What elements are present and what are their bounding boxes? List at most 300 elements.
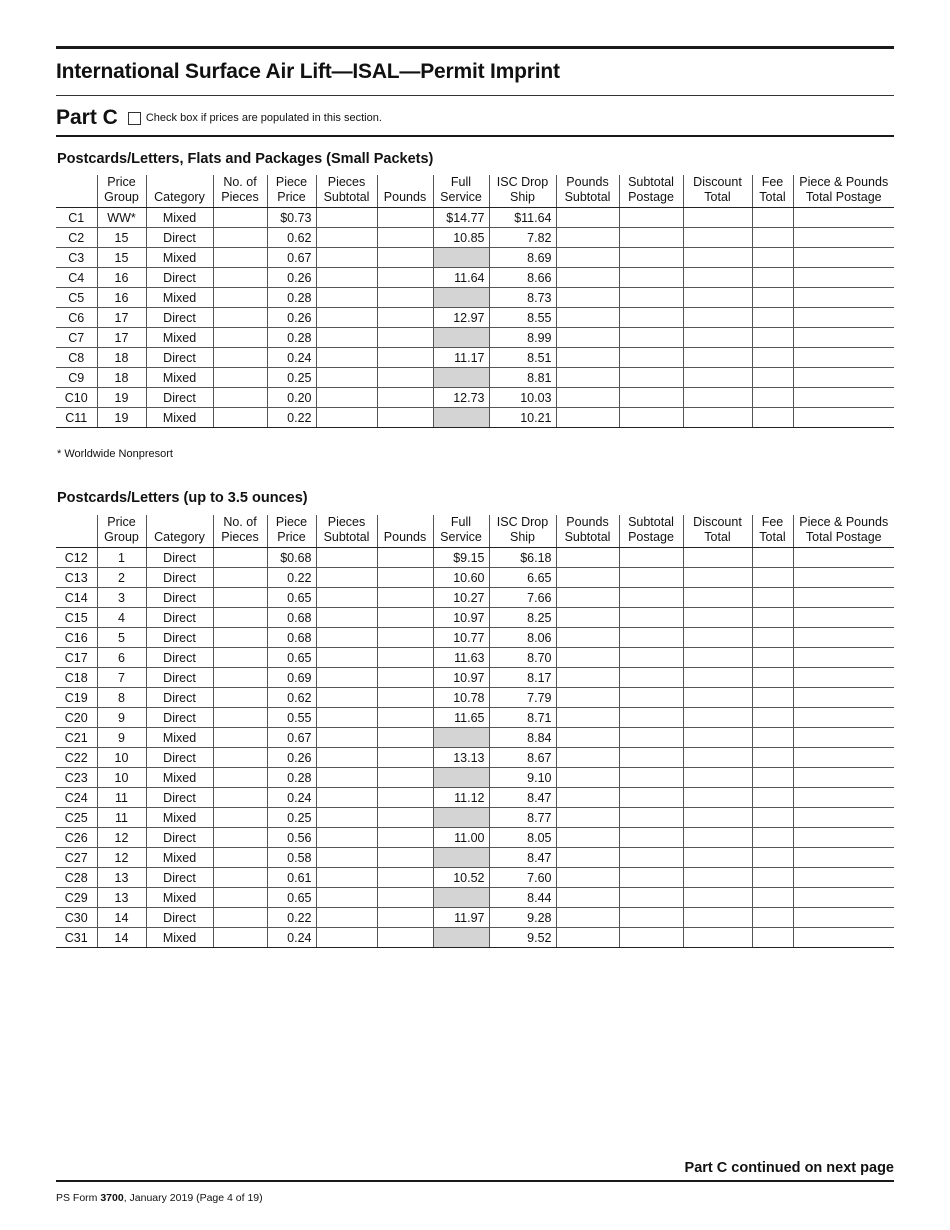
cell-discount-total[interactable] — [683, 308, 752, 328]
cell-subtotal-postage[interactable] — [619, 728, 683, 748]
cell-no-of-pieces[interactable] — [213, 648, 267, 668]
cell-discount-total[interactable] — [683, 348, 752, 368]
cell-pounds-subtotal[interactable] — [556, 748, 619, 768]
cell-discount-total[interactable] — [683, 228, 752, 248]
cell-pieces-subtotal[interactable] — [316, 868, 377, 888]
cell-discount-total[interactable] — [683, 548, 752, 568]
cell-pieces-subtotal[interactable] — [316, 348, 377, 368]
cell-line: C29 — [56, 888, 97, 908]
cell-pounds[interactable] — [377, 548, 433, 568]
cell-no-of-pieces[interactable] — [213, 828, 267, 848]
cell-pounds-subtotal[interactable] — [556, 668, 619, 688]
cell-pounds[interactable] — [377, 628, 433, 648]
cell-line: C21 — [56, 728, 97, 748]
cell-no-of-pieces[interactable] — [213, 388, 267, 408]
cell-pounds[interactable] — [377, 608, 433, 628]
col-header-line: Full — [450, 515, 472, 529]
cell-total-postage[interactable] — [793, 848, 894, 868]
col-header-discount-total — [683, 515, 752, 548]
cell-fee-total[interactable] — [752, 248, 793, 268]
cell-total-postage[interactable] — [793, 588, 894, 608]
cell-pieces-subtotal[interactable] — [316, 268, 377, 288]
table-row — [56, 908, 894, 928]
cell-pieces-subtotal[interactable] — [316, 248, 377, 268]
cell-no-of-pieces[interactable] — [213, 328, 267, 348]
cell-pounds[interactable] — [377, 588, 433, 608]
cell-pounds-subtotal[interactable] — [556, 728, 619, 748]
cell-total-postage[interactable] — [793, 768, 894, 788]
cell-pounds[interactable] — [377, 388, 433, 408]
cell-pieces-subtotal[interactable] — [316, 668, 377, 688]
cell-discount-total[interactable] — [683, 828, 752, 848]
cell-fee-total[interactable] — [752, 928, 793, 948]
cell-piece-price: 0.26 — [267, 308, 316, 328]
cell-pounds[interactable] — [377, 268, 433, 288]
cell-total-postage[interactable] — [793, 348, 894, 368]
cell-pounds-subtotal[interactable] — [556, 868, 619, 888]
cell-pounds-subtotal[interactable] — [556, 228, 619, 248]
cell-piece-price: 0.24 — [267, 788, 316, 808]
cell-fee-total[interactable] — [752, 548, 793, 568]
cell-total-postage[interactable] — [793, 368, 894, 388]
cell-discount-total[interactable] — [683, 588, 752, 608]
cell-pieces-subtotal[interactable] — [316, 828, 377, 848]
small-packets-table — [56, 175, 894, 428]
cell-subtotal-postage[interactable] — [619, 828, 683, 848]
cell-category: Direct — [146, 648, 213, 668]
cell-subtotal-postage[interactable] — [619, 908, 683, 928]
cell-pounds[interactable] — [377, 288, 433, 308]
cell-no-of-pieces[interactable] — [213, 768, 267, 788]
cell-fee-total[interactable] — [752, 908, 793, 928]
cell-pieces-subtotal[interactable] — [316, 748, 377, 768]
cell-subtotal-postage[interactable] — [619, 608, 683, 628]
cell-line: C15 — [56, 608, 97, 628]
cell-total-postage[interactable] — [793, 808, 894, 828]
cell-total-postage[interactable] — [793, 388, 894, 408]
cell-total-postage[interactable] — [793, 268, 894, 288]
cell-pounds-subtotal[interactable] — [556, 708, 619, 728]
cell-isc-drop-ship: 7.82 — [489, 228, 556, 248]
cell-fee-total[interactable] — [752, 868, 793, 888]
cell-price-group: 10 — [97, 748, 146, 768]
cell-discount-total[interactable] — [683, 668, 752, 688]
cell-no-of-pieces[interactable] — [213, 568, 267, 588]
cell-pounds-subtotal[interactable] — [556, 368, 619, 388]
cell-full-service: 11.64 — [433, 268, 489, 288]
cell-piece-price: 0.26 — [267, 268, 316, 288]
table-row — [56, 368, 894, 388]
cell-pieces-subtotal[interactable] — [316, 788, 377, 808]
cell-pieces-subtotal[interactable] — [316, 928, 377, 948]
cell-subtotal-postage[interactable] — [619, 368, 683, 388]
cell-subtotal-postage[interactable] — [619, 388, 683, 408]
cell-line: C25 — [56, 808, 97, 828]
cell-pounds-subtotal[interactable] — [556, 308, 619, 328]
cell-piece-price: 0.55 — [267, 708, 316, 728]
cell-pieces-subtotal[interactable] — [316, 768, 377, 788]
cell-total-postage[interactable] — [793, 748, 894, 768]
cell-subtotal-postage[interactable] — [619, 588, 683, 608]
cell-subtotal-postage[interactable] — [619, 708, 683, 728]
cell-fee-total[interactable] — [752, 888, 793, 908]
cell-subtotal-postage[interactable] — [619, 328, 683, 348]
cell-pounds[interactable] — [377, 748, 433, 768]
cell-subtotal-postage[interactable] — [619, 288, 683, 308]
cell-category: Mixed — [146, 928, 213, 948]
cell-total-postage[interactable] — [793, 208, 894, 228]
cell-discount-total[interactable] — [683, 568, 752, 588]
cell-pounds-subtotal[interactable] — [556, 588, 619, 608]
cell-pieces-subtotal[interactable] — [316, 368, 377, 388]
cell-fee-total[interactable] — [752, 688, 793, 708]
cell-pieces-subtotal[interactable] — [316, 388, 377, 408]
cell-fee-total[interactable] — [752, 648, 793, 668]
cell-piece-price: 0.26 — [267, 748, 316, 768]
cell-category: Direct — [146, 348, 213, 368]
cell-pounds[interactable] — [377, 928, 433, 948]
cell-isc-drop-ship: 8.44 — [489, 888, 556, 908]
cell-pounds-subtotal[interactable] — [556, 548, 619, 568]
cell-discount-total[interactable] — [683, 328, 752, 348]
cell-discount-total[interactable] — [683, 748, 752, 768]
cell-total-postage[interactable] — [793, 908, 894, 928]
cell-pieces-subtotal[interactable] — [316, 708, 377, 728]
table-row — [56, 268, 894, 288]
cell-pounds-subtotal[interactable] — [556, 408, 619, 428]
cell-pounds[interactable] — [377, 788, 433, 808]
table-row — [56, 208, 894, 228]
cell-fee-total[interactable] — [752, 388, 793, 408]
cell-total-postage[interactable] — [793, 328, 894, 348]
cell-subtotal-postage[interactable] — [619, 848, 683, 868]
cell-category: Direct — [146, 608, 213, 628]
cell-subtotal-postage[interactable] — [619, 888, 683, 908]
cell-line: C13 — [56, 568, 97, 588]
cell-total-postage[interactable] — [793, 548, 894, 568]
cell-subtotal-postage[interactable] — [619, 208, 683, 228]
cell-no-of-pieces[interactable] — [213, 928, 267, 948]
cell-category: Direct — [146, 548, 213, 568]
cell-no-of-pieces[interactable] — [213, 888, 267, 908]
cell-full-service: 12.73 — [433, 388, 489, 408]
cell-pounds[interactable] — [377, 868, 433, 888]
cell-subtotal-postage[interactable] — [619, 268, 683, 288]
cell-pounds-subtotal[interactable] — [556, 788, 619, 808]
cell-no-of-pieces[interactable] — [213, 228, 267, 248]
cell-fee-total[interactable] — [752, 848, 793, 868]
cell-line: C19 — [56, 688, 97, 708]
cell-discount-total[interactable] — [683, 928, 752, 948]
cell-discount-total[interactable] — [683, 868, 752, 888]
cell-discount-total[interactable] — [683, 248, 752, 268]
cell-price-group: 16 — [97, 268, 146, 288]
cell-pounds[interactable] — [377, 828, 433, 848]
cell-pounds[interactable] — [377, 688, 433, 708]
cell-pieces-subtotal[interactable] — [316, 848, 377, 868]
cell-full-service: 12.97 — [433, 308, 489, 328]
cell-fee-total[interactable] — [752, 748, 793, 768]
cell-no-of-pieces[interactable] — [213, 268, 267, 288]
cell-full-service: $9.15 — [433, 548, 489, 568]
cell-pounds[interactable] — [377, 348, 433, 368]
table-row — [56, 308, 894, 328]
cell-no-of-pieces[interactable] — [213, 668, 267, 688]
cell-pieces-subtotal[interactable] — [316, 208, 377, 228]
cell-no-of-pieces[interactable] — [213, 288, 267, 308]
cell-fee-total[interactable] — [752, 808, 793, 828]
cell-pieces-subtotal[interactable] — [316, 608, 377, 628]
cell-no-of-pieces[interactable] — [213, 728, 267, 748]
cell-pounds-subtotal[interactable] — [556, 628, 619, 648]
cell-discount-total[interactable] — [683, 768, 752, 788]
cell-pounds[interactable] — [377, 408, 433, 428]
cell-discount-total[interactable] — [683, 688, 752, 708]
cell-fee-total[interactable] — [752, 768, 793, 788]
cell-discount-total[interactable] — [683, 268, 752, 288]
cell-discount-total[interactable] — [683, 208, 752, 228]
col-header-line: Price — [277, 190, 306, 204]
cell-pounds[interactable] — [377, 888, 433, 908]
cell-subtotal-postage[interactable] — [619, 788, 683, 808]
cell-pieces-subtotal[interactable] — [316, 688, 377, 708]
cell-no-of-pieces[interactable] — [213, 588, 267, 608]
cell-total-postage[interactable] — [793, 568, 894, 588]
cell-total-postage[interactable] — [793, 248, 894, 268]
cell-category: Direct — [146, 828, 213, 848]
cell-no-of-pieces[interactable] — [213, 868, 267, 888]
cell-fee-total[interactable] — [752, 628, 793, 648]
cell-pounds-subtotal[interactable] — [556, 568, 619, 588]
cell-subtotal-postage[interactable] — [619, 808, 683, 828]
cell-total-postage[interactable] — [793, 408, 894, 428]
cell-fee-total[interactable] — [752, 568, 793, 588]
col-header-pounds — [377, 175, 433, 208]
cell-pieces-subtotal[interactable] — [316, 628, 377, 648]
cell-discount-total[interactable] — [683, 788, 752, 808]
cell-subtotal-postage[interactable] — [619, 228, 683, 248]
cell-total-postage[interactable] — [793, 688, 894, 708]
cell-fee-total[interactable] — [752, 788, 793, 808]
cell-subtotal-postage[interactable] — [619, 768, 683, 788]
cell-pounds-subtotal[interactable] — [556, 768, 619, 788]
cell-pounds[interactable] — [377, 248, 433, 268]
cell-no-of-pieces[interactable] — [213, 208, 267, 228]
col-header-price-group — [97, 515, 146, 548]
cell-subtotal-postage[interactable] — [619, 568, 683, 588]
cell-total-postage[interactable] — [793, 788, 894, 808]
cell-discount-total[interactable] — [683, 368, 752, 388]
cell-no-of-pieces[interactable] — [213, 408, 267, 428]
cell-subtotal-postage[interactable] — [619, 688, 683, 708]
cell-pounds-subtotal[interactable] — [556, 608, 619, 628]
cell-pounds-subtotal[interactable] — [556, 248, 619, 268]
cell-no-of-pieces[interactable] — [213, 308, 267, 328]
cell-category: Mixed — [146, 288, 213, 308]
cell-pounds[interactable] — [377, 648, 433, 668]
cell-pounds-subtotal[interactable] — [556, 348, 619, 368]
cell-subtotal-postage[interactable] — [619, 248, 683, 268]
cell-pounds-subtotal[interactable] — [556, 928, 619, 948]
cell-subtotal-postage[interactable] — [619, 668, 683, 688]
cell-total-postage[interactable] — [793, 708, 894, 728]
cell-pounds[interactable] — [377, 908, 433, 928]
cell-line: C12 — [56, 548, 97, 568]
cell-pounds-subtotal[interactable] — [556, 688, 619, 708]
cell-no-of-pieces[interactable] — [213, 548, 267, 568]
cell-fee-total[interactable] — [752, 708, 793, 728]
cell-pounds-subtotal[interactable] — [556, 908, 619, 928]
cell-pounds[interactable] — [377, 728, 433, 748]
cell-fee-total[interactable] — [752, 408, 793, 428]
cell-fee-total[interactable] — [752, 348, 793, 368]
cell-pounds[interactable] — [377, 208, 433, 228]
header-row — [56, 175, 894, 208]
cell-no-of-pieces[interactable] — [213, 348, 267, 368]
cell-no-of-pieces[interactable] — [213, 908, 267, 928]
cell-total-postage[interactable] — [793, 868, 894, 888]
cell-pieces-subtotal[interactable] — [316, 228, 377, 248]
cell-pounds[interactable] — [377, 568, 433, 588]
cell-piece-price: 0.22 — [267, 408, 316, 428]
cell-subtotal-postage[interactable] — [619, 648, 683, 668]
cell-category: Direct — [146, 748, 213, 768]
cell-total-postage[interactable] — [793, 928, 894, 948]
cell-no-of-pieces[interactable] — [213, 808, 267, 828]
cell-discount-total[interactable] — [683, 848, 752, 868]
cell-discount-total[interactable] — [683, 628, 752, 648]
cell-total-postage[interactable] — [793, 728, 894, 748]
cell-pieces-subtotal[interactable] — [316, 548, 377, 568]
page-title: International Surface Air Lift—ISAL—Permit Imprint — [56, 60, 560, 83]
cell-discount-total[interactable] — [683, 388, 752, 408]
cell-piece-price: 0.68 — [267, 628, 316, 648]
cell-subtotal-postage[interactable] — [619, 928, 683, 948]
cell-fee-total[interactable] — [752, 228, 793, 248]
cell-pounds[interactable] — [377, 708, 433, 728]
col-header-line: Piece — [275, 175, 308, 189]
col-header-line: Fee — [761, 175, 784, 189]
cell-pounds-subtotal[interactable] — [556, 848, 619, 868]
cell-subtotal-postage[interactable] — [619, 748, 683, 768]
cell-fee-total[interactable] — [752, 288, 793, 308]
cell-pounds-subtotal[interactable] — [556, 328, 619, 348]
prices-populated-checkbox[interactable] — [128, 112, 141, 125]
col-header-line: Pieces — [221, 530, 259, 544]
col-header-line: Total Postage — [805, 190, 882, 204]
cell-pieces-subtotal[interactable] — [316, 888, 377, 908]
cell-pounds-subtotal[interactable] — [556, 888, 619, 908]
cell-pounds-subtotal[interactable] — [556, 648, 619, 668]
cell-total-postage[interactable] — [793, 608, 894, 628]
cell-total-postage[interactable] — [793, 648, 894, 668]
cell-discount-total[interactable] — [683, 708, 752, 728]
cell-fee-total[interactable] — [752, 668, 793, 688]
cell-pounds-subtotal[interactable] — [556, 268, 619, 288]
cell-no-of-pieces[interactable] — [213, 368, 267, 388]
cell-pieces-subtotal[interactable] — [316, 588, 377, 608]
cell-fee-total[interactable] — [752, 588, 793, 608]
cell-subtotal-postage[interactable] — [619, 408, 683, 428]
cell-subtotal-postage[interactable] — [619, 628, 683, 648]
cell-subtotal-postage[interactable] — [619, 868, 683, 888]
cell-discount-total[interactable] — [683, 888, 752, 908]
cell-total-postage[interactable] — [793, 288, 894, 308]
cell-fee-total[interactable] — [752, 208, 793, 228]
cell-pieces-subtotal[interactable] — [316, 908, 377, 928]
cell-total-postage[interactable] — [793, 628, 894, 648]
cell-pounds[interactable] — [377, 228, 433, 248]
cell-pounds[interactable] — [377, 768, 433, 788]
cell-fee-total[interactable] — [752, 328, 793, 348]
cell-discount-total[interactable] — [683, 408, 752, 428]
cell-no-of-pieces[interactable] — [213, 608, 267, 628]
cell-fee-total[interactable] — [752, 268, 793, 288]
cell-discount-total[interactable] — [683, 728, 752, 748]
cell-pieces-subtotal[interactable] — [316, 328, 377, 348]
cell-pieces-subtotal[interactable] — [316, 308, 377, 328]
cell-pieces-subtotal[interactable] — [316, 648, 377, 668]
cell-total-postage[interactable] — [793, 308, 894, 328]
cell-piece-price: 0.67 — [267, 248, 316, 268]
cell-pounds[interactable] — [377, 848, 433, 868]
cell-discount-total[interactable] — [683, 908, 752, 928]
cell-no-of-pieces[interactable] — [213, 748, 267, 768]
cell-pounds-subtotal[interactable] — [556, 828, 619, 848]
cell-pounds-subtotal[interactable] — [556, 288, 619, 308]
cell-price-group: 19 — [97, 388, 146, 408]
cell-no-of-pieces[interactable] — [213, 848, 267, 868]
cell-discount-total[interactable] — [683, 808, 752, 828]
cell-fee-total[interactable] — [752, 828, 793, 848]
cell-discount-total[interactable] — [683, 608, 752, 628]
cell-pieces-subtotal[interactable] — [316, 408, 377, 428]
cell-fee-total[interactable] — [752, 308, 793, 328]
cell-pounds-subtotal[interactable] — [556, 388, 619, 408]
cell-pounds[interactable] — [377, 328, 433, 348]
cell-pounds[interactable] — [377, 808, 433, 828]
cell-discount-total[interactable] — [683, 648, 752, 668]
cell-pounds-subtotal[interactable] — [556, 808, 619, 828]
cell-pieces-subtotal[interactable] — [316, 288, 377, 308]
cell-pieces-subtotal[interactable] — [316, 808, 377, 828]
cell-total-postage[interactable] — [793, 888, 894, 908]
cell-pounds[interactable] — [377, 308, 433, 328]
cell-fee-total[interactable] — [752, 728, 793, 748]
cell-total-postage[interactable] — [793, 828, 894, 848]
cell-no-of-pieces[interactable] — [213, 688, 267, 708]
cell-price-group: 18 — [97, 368, 146, 388]
cell-pieces-subtotal[interactable] — [316, 568, 377, 588]
cell-no-of-pieces[interactable] — [213, 628, 267, 648]
cell-category: Direct — [146, 868, 213, 888]
cell-total-postage[interactable] — [793, 228, 894, 248]
cell-subtotal-postage[interactable] — [619, 348, 683, 368]
cell-subtotal-postage[interactable] — [619, 308, 683, 328]
cell-total-postage[interactable] — [793, 668, 894, 688]
cell-pounds[interactable] — [377, 368, 433, 388]
cell-no-of-pieces[interactable] — [213, 248, 267, 268]
cell-fee-total[interactable] — [752, 368, 793, 388]
cell-no-of-pieces[interactable] — [213, 788, 267, 808]
cell-fee-total[interactable] — [752, 608, 793, 628]
cell-no-of-pieces[interactable] — [213, 708, 267, 728]
cell-subtotal-postage[interactable] — [619, 548, 683, 568]
cell-pounds-subtotal[interactable] — [556, 208, 619, 228]
cell-discount-total[interactable] — [683, 288, 752, 308]
cell-pieces-subtotal[interactable] — [316, 728, 377, 748]
cell-pounds[interactable] — [377, 668, 433, 688]
